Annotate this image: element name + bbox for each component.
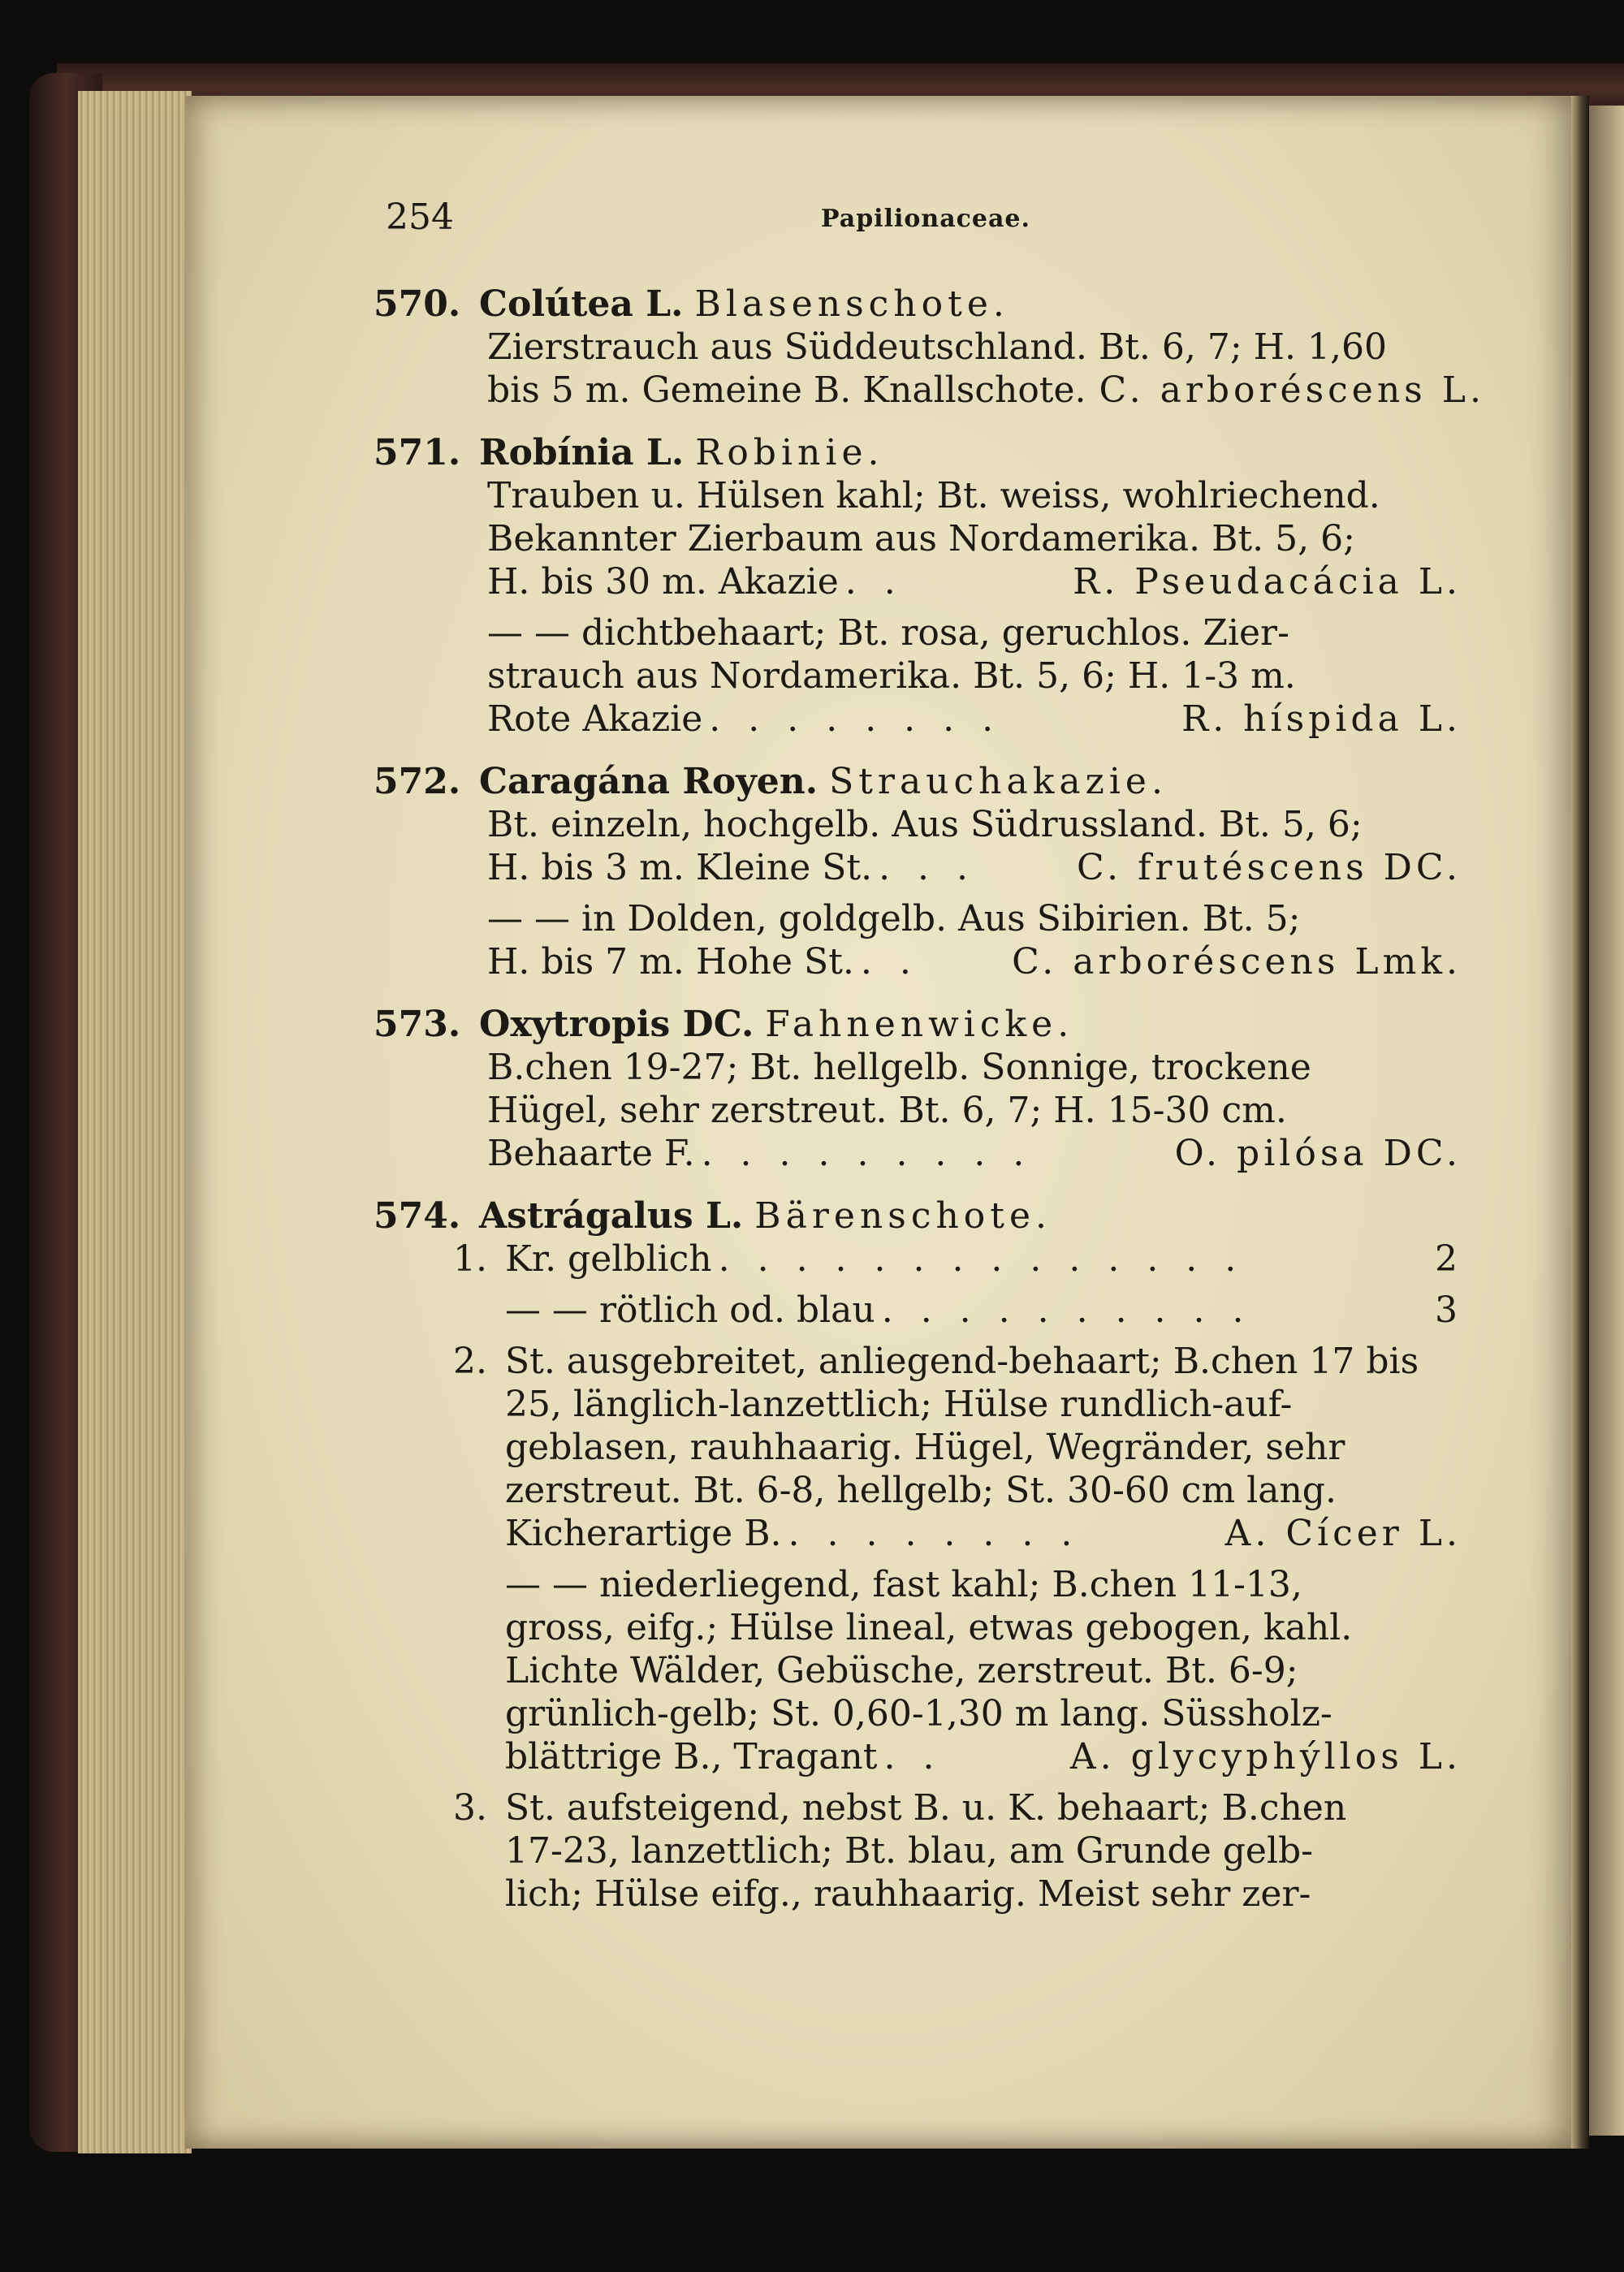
leader-dots: . . . . . . . .	[788, 1513, 1081, 1554]
species-name: O. pilósa DC.	[1174, 1133, 1462, 1174]
entry-heading	[374, 1194, 1462, 1238]
key-couplet	[374, 1563, 1462, 1778]
entry-number: 570.	[374, 283, 461, 325]
key-body	[505, 1692, 1462, 1735]
key-number	[422, 1829, 505, 1872]
text-line	[487, 846, 1462, 889]
text-line	[487, 803, 1462, 846]
key-number: 1.	[453, 1238, 487, 1280]
text-line	[487, 326, 1462, 369]
text-line	[505, 1383, 1462, 1426]
key-body	[505, 1872, 1462, 1916]
key-body	[505, 1786, 1462, 1829]
key-line	[422, 1289, 1462, 1332]
key-number	[422, 1872, 505, 1916]
key-line	[422, 1383, 1462, 1426]
key-couplet	[374, 1289, 1462, 1332]
text-line	[487, 654, 1462, 698]
line-text: H. bis 7 m. Hohe St.	[487, 941, 854, 983]
entry-number: 571.	[374, 432, 461, 473]
line-text: strauch aus Nordamerika. Bt. 5, 6; H. 1-3 m.	[487, 655, 1296, 697]
key-line	[422, 1649, 1462, 1692]
text-line	[505, 1238, 1462, 1281]
line-text: — — in Dolden, goldgelb. Aus Sibirien. Bt. 5;	[487, 898, 1301, 939]
common-name: Robinie.	[695, 432, 884, 473]
key-body	[505, 1512, 1462, 1555]
key-body	[505, 1289, 1462, 1332]
line-text: Bt. einzeln, hochgelb. Aus Südrussland. Bt. 5, 6;	[487, 804, 1363, 845]
entry-heading	[374, 760, 1462, 803]
leader-dots: . . .	[879, 847, 976, 888]
key-line	[422, 1692, 1462, 1735]
genus-name: Oxytropis DC.	[479, 1004, 754, 1045]
text-line	[487, 560, 1462, 603]
key-number	[422, 1649, 505, 1692]
text-line	[487, 1046, 1462, 1089]
genus-entry	[374, 760, 1462, 983]
entry-heading	[374, 431, 1462, 474]
text-line	[505, 1512, 1462, 1555]
line-text: St. ausgebreitet, anliegend-behaart; B.chen 17 bis	[505, 1341, 1419, 1382]
line-text: Trauben u. Hülsen kahl; Bt. weiss, wohlriechend.	[487, 475, 1380, 516]
leader-dots: . . . . . . . . . .	[881, 1289, 1252, 1331]
common-name: Strauchakazie.	[829, 761, 1168, 802]
key-reference: 3	[1435, 1289, 1462, 1331]
key-number: 3.	[453, 1787, 487, 1829]
text-line	[505, 1829, 1462, 1872]
entry-number: 573.	[374, 1004, 461, 1045]
key-body	[505, 1340, 1462, 1383]
text-line	[505, 1469, 1462, 1512]
key-number	[422, 1383, 505, 1426]
key-body	[505, 1735, 1462, 1778]
page-edges	[78, 91, 192, 2153]
description-block	[487, 474, 1462, 603]
key-body	[505, 1829, 1462, 1872]
common-name: Fahnenwicke.	[765, 1004, 1074, 1045]
line-text: — — dichtbehaart; Bt. rosa, geruchlos. Zier-	[487, 612, 1289, 654]
line-text: geblasen, rauhhaarig. Hügel, Wegränder, sehr	[505, 1427, 1345, 1468]
key-line	[422, 1563, 1462, 1606]
text-line	[487, 940, 1462, 983]
genus-entry	[374, 1194, 1462, 1916]
text-line	[505, 1692, 1462, 1735]
key-line	[422, 1238, 1462, 1281]
species-name: C. arboréscens Lmk.	[1012, 941, 1462, 983]
key-number	[422, 1289, 505, 1332]
key-body	[505, 1563, 1462, 1606]
common-name: Blasenschote.	[694, 283, 1009, 325]
key-line	[422, 1426, 1462, 1469]
key-body	[505, 1606, 1462, 1649]
genus-entry	[374, 283, 1485, 412]
key-couplet	[374, 1340, 1462, 1555]
key-number	[422, 1563, 505, 1606]
leader-dots: . . . . . . . .	[709, 698, 1002, 740]
genus-name: Robínia L.	[479, 432, 685, 473]
key-body	[505, 1649, 1462, 1692]
key-number: 2.	[453, 1341, 487, 1382]
line-text: B.chen 19-27; Bt. hellgelb. Sonnige, trockene	[487, 1047, 1311, 1088]
line-text: Lichte Wälder, Gebüsche, zerstreut. Bt. 6-9;	[505, 1650, 1298, 1691]
key-line	[422, 1829, 1462, 1872]
key-number	[422, 1692, 505, 1735]
genus-name: Colútea L.	[479, 283, 684, 325]
key-number	[422, 1469, 505, 1512]
key-number	[422, 1512, 505, 1555]
line-text: grünlich-gelb; St. 0,60-1,30 m lang. Süssholz-	[505, 1693, 1332, 1734]
key-couplet	[374, 1786, 1462, 1916]
species-name: C. frutéscens DC.	[1077, 847, 1462, 888]
line-text: lich; Hülse eifg., rauhhaarig. Meist sehr zer-	[505, 1873, 1311, 1915]
description-block	[487, 1046, 1462, 1175]
key-line	[422, 1872, 1462, 1916]
text-line	[505, 1786, 1462, 1829]
line-text: bis 5 m. Gemeine B. Knallschote.	[487, 369, 1086, 411]
leader-dots: . .	[883, 1736, 943, 1777]
line-text: Rote Akazie	[487, 698, 703, 740]
common-name: Bärenschote.	[754, 1195, 1052, 1237]
line-text: St. aufsteigend, nebst B. u. K. behaart; B.chen	[505, 1787, 1347, 1829]
line-text: 17-23, lanzettlich; Bt. blau, am Grunde gelb-	[505, 1830, 1314, 1872]
text-line	[505, 1872, 1462, 1916]
text-line	[487, 1132, 1462, 1175]
line-text: Hügel, sehr zerstreut. Bt. 6, 7; H. 15-30 cm.	[487, 1090, 1287, 1131]
key-line	[422, 1469, 1462, 1512]
text-line	[487, 369, 1485, 412]
text-line	[505, 1563, 1462, 1606]
line-text: H. bis 30 m. Akazie	[487, 561, 839, 603]
text-line	[505, 1606, 1462, 1649]
line-text: gross, eifg.; Hülse lineal, etwas gebogen, kahl.	[505, 1607, 1353, 1648]
line-text: zerstreut. Bt. 6-8, hellgelb; St. 30-60 cm lang.	[505, 1470, 1337, 1511]
line-text: H. bis 3 m. Kleine St.	[487, 847, 873, 888]
species-name: A. glycyphýllos L.	[1069, 1736, 1462, 1777]
leader-dots: . .	[844, 561, 904, 603]
description-block	[487, 897, 1462, 983]
key-reference: 2	[1435, 1238, 1462, 1280]
text-line	[505, 1340, 1462, 1383]
key-body	[505, 1383, 1462, 1426]
key-body	[505, 1238, 1462, 1281]
entry-heading	[374, 283, 1462, 326]
leader-dots: . . . . . . . . . . . . . .	[718, 1238, 1245, 1280]
species-name: R. híspida L.	[1181, 698, 1462, 740]
key-line	[422, 1606, 1462, 1649]
line-text: blättrige B., Tragant	[505, 1736, 878, 1777]
running-title: Papilionaceae.	[821, 205, 1030, 233]
facing-page-edge	[1583, 106, 1624, 2136]
text-line	[505, 1649, 1462, 1692]
page-number: 254	[386, 197, 454, 238]
key-couplet	[374, 1238, 1462, 1281]
text-line	[505, 1289, 1462, 1332]
text-line	[505, 1735, 1462, 1778]
description-block	[487, 611, 1462, 741]
page-header	[386, 197, 1466, 245]
genus-name: Caragána Royen.	[479, 761, 818, 802]
text-line	[487, 1089, 1462, 1132]
species-name: C. arboréscens L.	[1099, 369, 1485, 411]
text-line	[487, 897, 1462, 940]
entry-number: 574.	[374, 1195, 461, 1237]
entry-number: 572.	[374, 761, 461, 802]
text-line	[487, 474, 1462, 517]
key-line	[422, 1735, 1462, 1778]
text-line	[487, 611, 1462, 654]
key-line	[422, 1786, 1462, 1829]
key-line	[422, 1512, 1462, 1555]
page-body	[374, 283, 1485, 1935]
line-text: Bekannter Zierbaum aus Nordamerika. Bt. 5, 6;	[487, 518, 1355, 559]
line-text: Zierstrauch aus Süddeutschland. Bt. 6, 7; H. 1,60	[487, 326, 1387, 368]
genus-entry	[374, 1003, 1462, 1175]
species-name: A. Cícer L.	[1224, 1513, 1462, 1554]
line-text: Behaarte F.	[487, 1133, 695, 1174]
description-block	[487, 803, 1462, 889]
leader-dots: . . . . . . . . .	[701, 1133, 1033, 1174]
genus-entry	[374, 431, 1462, 741]
line-text: 25, länglich-lanzettlich; Hülse rundlich-auf-	[505, 1384, 1293, 1425]
key-number	[422, 1426, 505, 1469]
species-name: R. Pseudacácia L.	[1073, 561, 1462, 603]
line-text: — — rötlich od. blau	[505, 1289, 875, 1331]
key-body	[505, 1426, 1462, 1469]
text-line	[505, 1426, 1462, 1469]
key-body	[505, 1469, 1462, 1512]
genus-name: Astrágalus L.	[479, 1195, 744, 1237]
key-line	[422, 1340, 1462, 1383]
leader-dots: . .	[860, 941, 919, 983]
text-line	[487, 698, 1462, 741]
entry-heading	[374, 1003, 1462, 1046]
description-block	[487, 326, 1485, 412]
key-number	[422, 1735, 505, 1778]
line-text: Kr. gelblich	[505, 1238, 712, 1280]
text-line	[487, 517, 1462, 560]
line-text: Kicherartige B.	[505, 1513, 782, 1554]
key-number	[422, 1606, 505, 1649]
line-text: — — niederliegend, fast kahl; B.chen 11-13,	[505, 1564, 1302, 1605]
book-gutter	[1571, 96, 1589, 2149]
